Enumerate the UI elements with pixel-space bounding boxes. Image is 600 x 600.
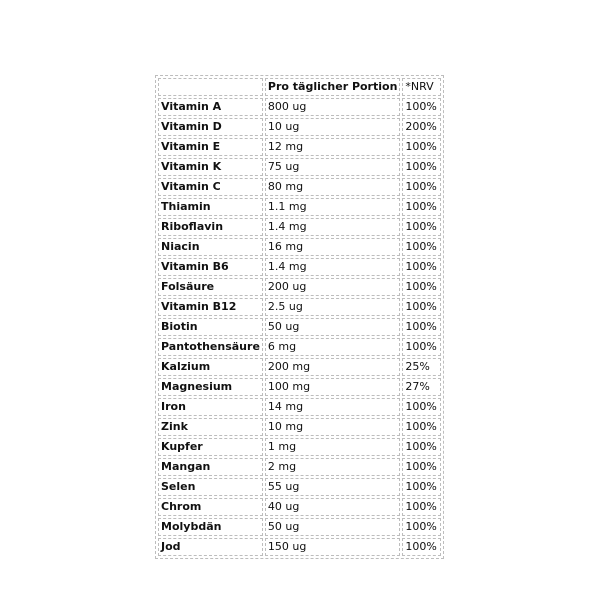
nutrient-name-cell: Riboflavin xyxy=(158,218,263,236)
amount-cell: 10 ug xyxy=(265,118,401,136)
nrv-cell: 100% xyxy=(402,458,441,476)
nrv-cell: 100% xyxy=(402,258,441,276)
nutrient-name-cell: Thiamin xyxy=(158,198,263,216)
table-row xyxy=(158,118,441,136)
nrv-cell: 100% xyxy=(402,498,441,516)
amount-cell: 2.5 ug xyxy=(265,298,401,316)
nrv-cell: 27% xyxy=(402,378,441,396)
amount-cell: 14 mg xyxy=(265,398,401,416)
header-amount-cell: Pro täglicher Portion xyxy=(265,78,401,96)
table-row xyxy=(158,198,441,216)
nutrient-name-cell: Vitamin B6 xyxy=(158,258,263,276)
amount-cell: 800 ug xyxy=(265,98,401,116)
nrv-cell: 100% xyxy=(402,318,441,336)
nrv-cell: 100% xyxy=(402,158,441,176)
amount-cell: 1.4 mg xyxy=(265,258,401,276)
nrv-cell: 100% xyxy=(402,418,441,436)
amount-cell: 50 ug xyxy=(265,518,401,536)
amount-cell: 75 ug xyxy=(265,158,401,176)
nutrient-name-cell: Selen xyxy=(158,478,263,496)
nrv-cell: 100% xyxy=(402,518,441,536)
amount-cell: 16 mg xyxy=(265,238,401,256)
table-row xyxy=(158,378,441,396)
nrv-cell: 100% xyxy=(402,178,441,196)
table-row xyxy=(158,318,441,336)
nrv-cell: 100% xyxy=(402,338,441,356)
nutrient-name-cell: Vitamin K xyxy=(158,158,263,176)
table-row xyxy=(158,498,441,516)
amount-cell: 200 ug xyxy=(265,278,401,296)
header-nrv-cell: *NRV xyxy=(402,78,441,96)
nutrient-name-cell: Vitamin B12 xyxy=(158,298,263,316)
nrv-cell: 100% xyxy=(402,218,441,236)
table-row xyxy=(158,98,441,116)
nutrient-name-cell: Kupfer xyxy=(158,438,263,456)
table-row xyxy=(158,278,441,296)
nrv-cell: 100% xyxy=(402,238,441,256)
header-empty-cell xyxy=(158,78,263,96)
table-row xyxy=(158,358,441,376)
table-row xyxy=(158,438,441,456)
nrv-cell: 100% xyxy=(402,278,441,296)
amount-cell: 40 ug xyxy=(265,498,401,516)
table-row xyxy=(158,398,441,416)
amount-cell: 1 mg xyxy=(265,438,401,456)
table-row xyxy=(158,258,441,276)
nrv-cell: 100% xyxy=(402,298,441,316)
table-row xyxy=(158,218,441,236)
nutrition-table xyxy=(155,75,444,559)
nrv-cell: 200% xyxy=(402,118,441,136)
table-row xyxy=(158,478,441,496)
nrv-cell: 25% xyxy=(402,358,441,376)
nutrient-name-cell: Pantothensäure xyxy=(158,338,263,356)
table-row xyxy=(158,458,441,476)
nutrient-name-cell: Biotin xyxy=(158,318,263,336)
table-row xyxy=(158,238,441,256)
nutrient-name-cell: Vitamin A xyxy=(158,98,263,116)
table-body xyxy=(158,78,441,556)
nutrient-name-cell: Vitamin C xyxy=(158,178,263,196)
amount-cell: 1.1 mg xyxy=(265,198,401,216)
table-row xyxy=(158,338,441,356)
nutrient-name-cell: Jod xyxy=(158,538,263,556)
table-row xyxy=(158,178,441,196)
table-row xyxy=(158,138,441,156)
nutrient-name-cell: Kalzium xyxy=(158,358,263,376)
nutrient-name-cell: Niacin xyxy=(158,238,263,256)
nrv-cell: 100% xyxy=(402,138,441,156)
table-row xyxy=(158,538,441,556)
nutrient-name-cell: Molybdän xyxy=(158,518,263,536)
nrv-cell: 100% xyxy=(402,198,441,216)
nutrient-name-cell: Zink xyxy=(158,418,263,436)
amount-cell: 2 mg xyxy=(265,458,401,476)
table-row xyxy=(158,158,441,176)
table-row xyxy=(158,418,441,436)
amount-cell: 100 mg xyxy=(265,378,401,396)
nrv-cell: 100% xyxy=(402,398,441,416)
nutrient-name-cell: Chrom xyxy=(158,498,263,516)
amount-cell: 80 mg xyxy=(265,178,401,196)
table-header-row xyxy=(158,78,441,96)
amount-cell: 50 ug xyxy=(265,318,401,336)
nutrient-name-cell: Iron xyxy=(158,398,263,416)
nutrient-name-cell: Mangan xyxy=(158,458,263,476)
nutrient-name-cell: Folsäure xyxy=(158,278,263,296)
nrv-cell: 100% xyxy=(402,438,441,456)
nrv-cell: 100% xyxy=(402,538,441,556)
nutrient-name-cell: Vitamin D xyxy=(158,118,263,136)
nutrient-name-cell: Magnesium xyxy=(158,378,263,396)
nrv-cell: 100% xyxy=(402,98,441,116)
table-row xyxy=(158,298,441,316)
amount-cell: 150 ug xyxy=(265,538,401,556)
amount-cell: 6 mg xyxy=(265,338,401,356)
nrv-cell: 100% xyxy=(402,478,441,496)
nutrient-name-cell: Vitamin E xyxy=(158,138,263,156)
amount-cell: 1.4 mg xyxy=(265,218,401,236)
amount-cell: 10 mg xyxy=(265,418,401,436)
amount-cell: 200 mg xyxy=(265,358,401,376)
amount-cell: 12 mg xyxy=(265,138,401,156)
table-row xyxy=(158,518,441,536)
amount-cell: 55 ug xyxy=(265,478,401,496)
